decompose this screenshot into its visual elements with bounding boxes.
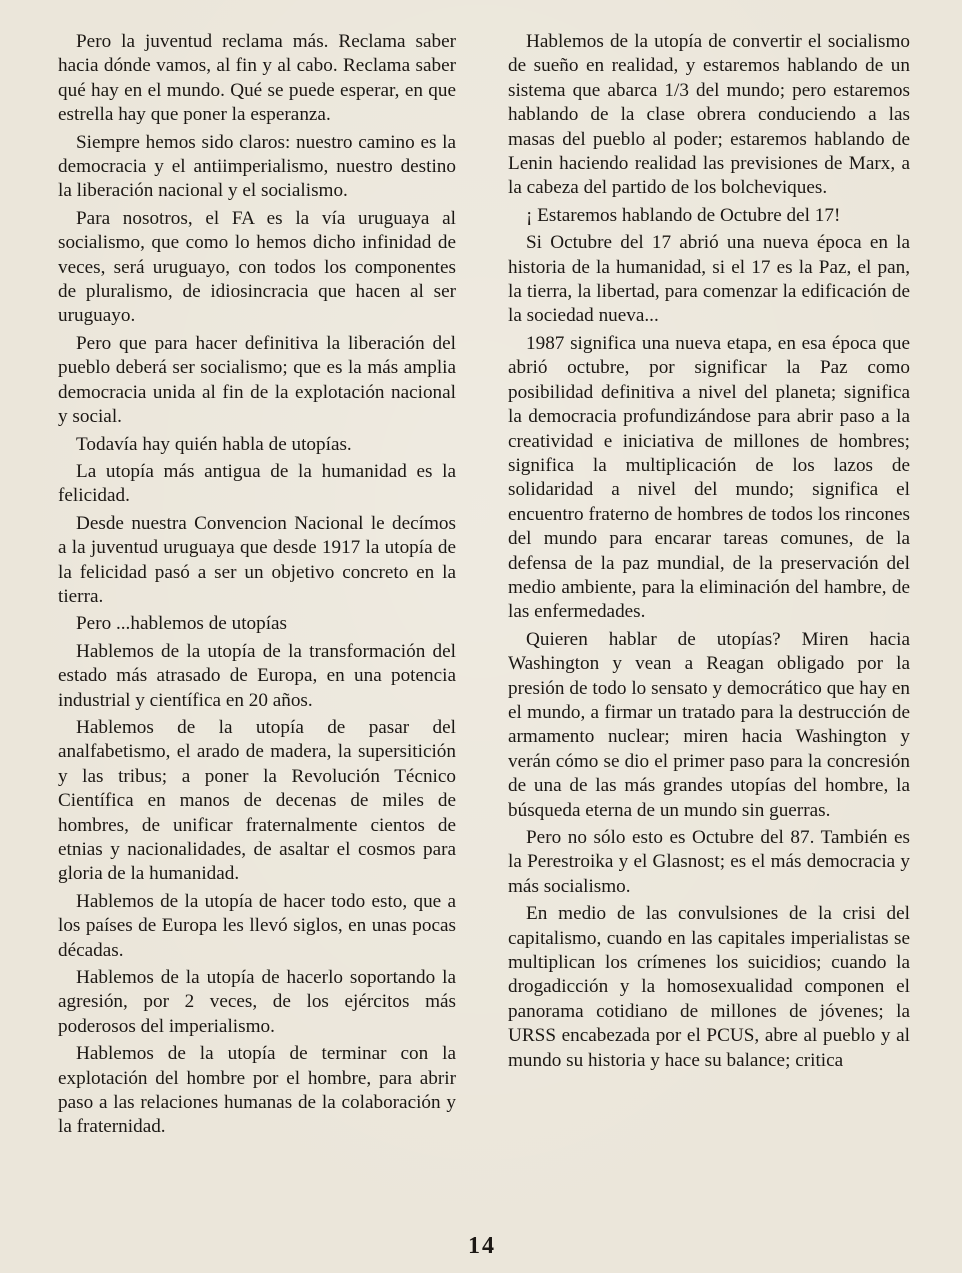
paragraph: 1987 significa una nueva etapa, en esa época que abrió octubre, por significar la Paz como posibilidad definitiva a nivel del planeta; significa la democracia profundizándose para abrir paso a la creatividad e iniciativa de millones de hombres; significa la multiplicación de los lazos de solidaridad a nivel del mundo; significa el encuentro fraterno de hombres de todos los rincones del mundo para encarar tareas comunes, de la defensa de la paz mundial, de la preservación del medio ambiente, para la eliminación del hambre, de las enfermedades. [508,332,910,623]
left-text-column [58,30,456,1143]
paragraph: ¡ Estaremos hablando de Octubre del 17! [526,204,841,226]
paragraph: Hablemos de la utopía de pasar del analfabetismo, el arado de madera, la supersitición y las tribus; a poner la Revolución Técnico Científica en manos de decenas de miles de hombres, de unificar fraternalmente cientos de etnias y nacionalidades, de asaltar el cosmos para gloria de la humanidad. [58,716,456,885]
paragraph: Siempre hemos sido claros: nuestro camino es la democracia y el antiimperialismo, nuestro destino la liberación nacional y el socialismo. [58,131,456,202]
paragraph: Pero no sólo esto es Octubre del 87. También es la Perestroika y el Glasnost; es el más democracia y más socialismo. [508,827,910,897]
paragraph: En medio de las convulsiones de la crisi del capitalismo, cuando en las capitales imperialistas se multiplican los crímenes los suicidios; cuando la drogadicción y la homosexualidad componen el panorama cotidiano de millones de jóvenes; la URSS encabezada por el PCUS, abre al pueblo y al mundo su historia y hace su balance; critica [508,903,910,1071]
paragraph: Hablemos de la utopía de la transformación del estado más atrasado de Europa, en una potencia industrial y científica en 20 años. [58,640,456,711]
paragraph: Pero ...hablemos de utopías [76,613,288,635]
paragraph: Desde nuestra Convencion Nacional le decímos a la juventud uruguaya que desde 1917 la utopía de la felicidad pasó a ser un objetivo concreto en la tierra. [58,512,456,607]
paragraph: Si Octubre del 17 abrió una nueva época en la historia de la humanidad, si el 17 es la Paz, el pan, la tierra, la libertad, para comenzar la edificación de la sociedad nueva... [508,232,910,327]
paragraph: Todavía hay quién habla de utopías. [76,433,352,455]
paragraph: Hablemos de la utopía de hacerlo soportando la agresión, por 2 veces, de los ejércitos más poderosos del imperialismo. [58,967,456,1037]
paragraph: Hablemos de la utopía de convertir el socialismo de sueño en realidad, y estaremos hablando de un sistema que abarca 1/3 del mundo; pero estaremos hablando de la clase obrera conduciendo a las masas del pueblo al poder; estaremos hablando de Lenin haciendo realidad las previsiones de Marx, a la cabeza del partido de los bolcheviques. [508,31,910,199]
paragraph: Quieren hablar de utopías? Miren hacia Washington y vean a Reagan obligado por la presión de todo lo sensato y democrático que hay en el mundo, a firmar un tratado para la destrucción de armamento nuclear; miren hacia Washington y verán cómo se dio el primer paso para la concresión de una de las más grandes utopías del hombre, la búsqueda eterna de un mundo sin guerras. [508,628,910,821]
right-text-column [508,30,910,1076]
paragraph: La utopía más antigua de la humanidad es la felicidad. [58,460,456,507]
page-number: 14 [468,1233,496,1259]
paragraph: Pero que para hacer definitiva la liberación del pueblo deberá ser socialismo; que es la más amplia democracia unida al fin de la explotación nacional y social. [58,332,456,428]
paragraph: Pero la juventud reclama más. Reclama saber hacia dónde vamos, al fin y al cabo. Reclama saber qué hay en el mundo. Qué se puede esperar, en que estrella hay que poner la esperanza. [58,31,456,126]
paragraph: Hablemos de la utopía de terminar con la explotación del hombre por el hombre, para abrir paso a las relaciones humanas de la colaboración y la fraternidad. [58,1043,456,1138]
paragraph: Para nosotros, el FA es la vía uruguaya al socialismo, que como lo hemos dicho infinidad de veces, será uruguayo, con todos los componentes de pluralismo, de idiosincracia que hacen al ser uruguayo. [58,207,456,327]
paragraph: Hablemos de la utopía de hacer todo esto, que a los países de Europa les llevó siglos, en unas pocas décadas. [58,890,456,961]
